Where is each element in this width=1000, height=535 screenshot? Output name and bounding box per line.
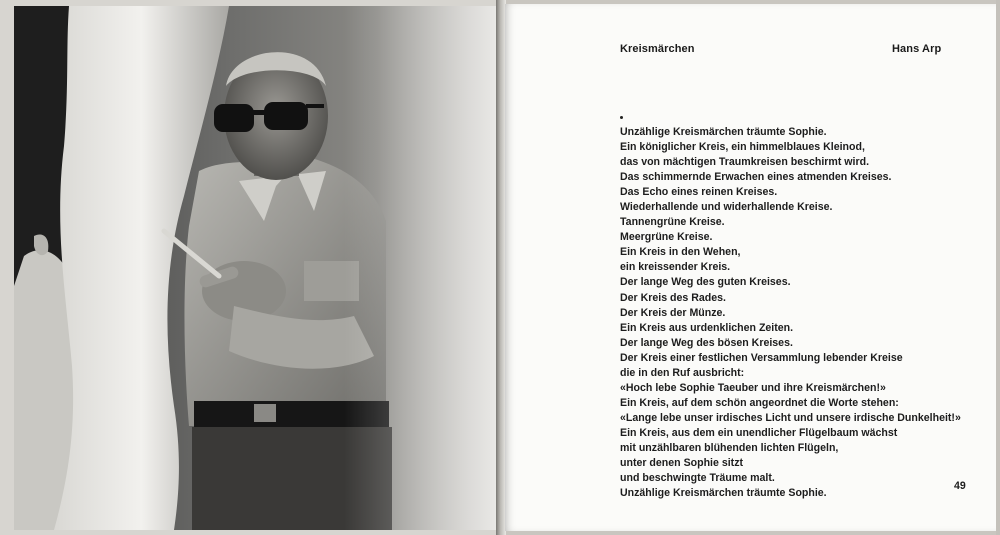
page-edge [996,0,1000,535]
poem-line: Tannengrüne Kreise. [620,216,725,229]
poem-line: Ein Kreis, aus dem ein unendlicher Flügelbaum wächst [620,426,898,439]
poem-line: Ein königlicher Kreis, ein himmelblaues Kleinod, [620,141,865,154]
poem-line: Der Kreis einer festlichen Versammlung lebender Kreise [620,351,903,364]
poem-text [620,125,990,501]
page-number: 49 [954,480,966,492]
poem-line: Wiederhallende und widerhallende Kreise. [620,201,833,214]
poem-line: unter denen Sophie sitzt [620,457,744,470]
poem-line: Ein Kreis, auf dem schön angeordnet die Worte stehen: [620,396,899,409]
poem-line: die in den Ruf ausbricht: [620,366,745,379]
poem-line: mit unzählbaren blühenden lichten Flügeln, [620,441,839,454]
poem-line: «Hoch lebe Sophie Taeuber und ihre Kreismärchen!» [620,381,886,394]
poem-line: ein kreissender Kreis. [620,261,731,274]
poem-line: Das schimmernde Erwachen eines atmenden Kreises. [620,171,892,184]
poem-line: «Lange lebe unser irdisches Licht und unsere irdische Dunkelheit!» [620,411,961,424]
poem-line: Der lange Weg des bösen Kreises. [620,336,793,349]
ornament-dot [620,116,623,119]
right-page [505,4,996,531]
running-title: Kreismärchen [620,43,695,55]
poem-line: Meergrüne Kreise. [620,231,713,244]
photograph-image [14,6,498,530]
running-author: Hans Arp [892,43,942,55]
poem-line: Unzählige Kreismärchen träumte Sophie. [620,126,827,138]
poem-line: das von mächtigen Traumkreisen beschirmt wird. [620,156,870,169]
poem-line: Der Kreis der Münze. [620,306,726,319]
poem-line: Ein Kreis in den Wehen, [620,246,741,259]
poem-line: Das Echo eines reinen Kreises. [620,186,778,199]
poem-line: Unzählige Kreismärchen träumte Sophie. [620,487,827,500]
poem-line: Ein Kreis aus urdenklichen Zeiten. [620,321,794,334]
poem-line: Der lange Weg des guten Kreises. [620,276,791,289]
poem-line: Der Kreis des Rades. [620,291,726,304]
poem-line: und beschwingte Träume malt. [620,472,775,485]
sculptor-photograph [14,6,498,530]
